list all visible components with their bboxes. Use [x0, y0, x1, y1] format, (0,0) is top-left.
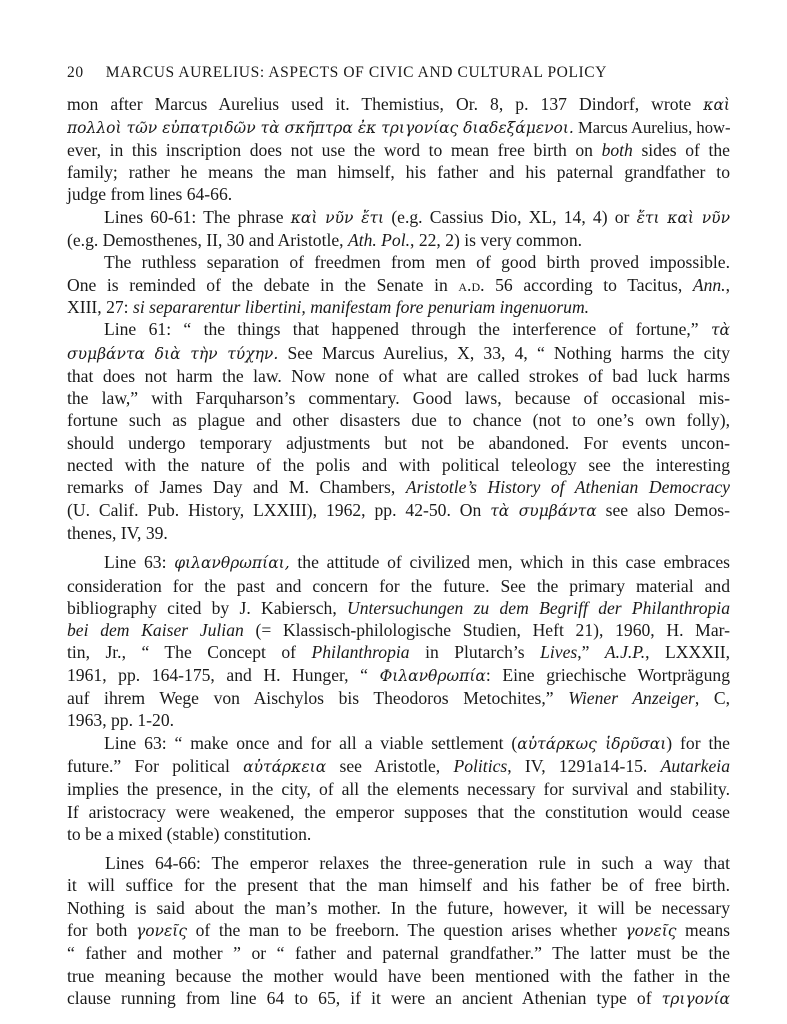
text-line: judge from lines 64-66.: [67, 184, 233, 205]
text-line: 1961, pp. 164-175, and H. Hunger, “ Φιλανθρωπία: Eine griechische Wortprägung: [67, 664, 730, 685]
text-line: Lines 64-66: The emperor relaxes the three-generation rule in such a way that: [105, 853, 730, 874]
text-line: that does not harm the law. Now none of what are called strokes of bad luck harms: [67, 365, 730, 386]
running-header: [67, 62, 730, 84]
text-line: should undergo temporary adjustments but not be abandoned. For events uncon-: [67, 432, 730, 453]
text-line: future.” For political αὐτάρκεια see Aristotle, Politics, IV, 1291a14-15. Autarkeia: [67, 755, 730, 776]
text-line: to be a mixed (stable) constitution.: [67, 823, 312, 844]
text-line: true meaning because the mother would have been mentioned with the father in the: [67, 965, 730, 986]
text-line: bei dem Kaiser Julian (= Klassisch-philologische Studien, Heft 21), 1960, H. Mar-: [67, 620, 731, 641]
paragraph-2: [67, 206, 730, 252]
text-line: remarks of James Day and M. Chambers, Aristotle’s History of Athenian Democracy: [67, 477, 730, 498]
paragraph-6: [67, 732, 730, 845]
text-line: family; rather he means the man himself, his father and his paternal grandfather to: [67, 162, 730, 183]
text-line: nected with the nature of the polis and with political teleology see the interesting: [67, 455, 730, 476]
paragraph-1: [67, 93, 730, 205]
paragraph-4: [67, 318, 730, 544]
page: [67, 62, 730, 1010]
text-line: XIII, 27: si separarentur libertini, manifestam fore penuriam ingenuorum.: [67, 296, 590, 317]
text-line: it will suffice for the present that the man himself and his father be of free birth.: [67, 875, 730, 896]
text-line: Line 63: “ make once and for all a viable settlement (αὐτάρκως ἱδρῦσαι) for the: [104, 732, 730, 753]
text-line: If aristocracy were weakened, the emperor supposes that the constitution would cease: [67, 801, 730, 822]
paragraph-5: [67, 551, 730, 731]
paragraph-7: [67, 852, 730, 1010]
text-line: The ruthless separation of freedmen from men of good birth proved impossible.: [104, 252, 730, 273]
text-line: Lines 60-61: The phrase καὶ νῦν ἔτι (e.g. Cassius Dio, XL, 14, 4) or ἔτι καὶ νῦν: [104, 206, 730, 227]
text-line: the law,” with Farquharson’s commentary. Good laws, because of occasional mis-: [67, 388, 730, 409]
text-line: συμβάντα διὰ τὴν τύχην. See Marcus Aurelius, X, 33, 4, “ Nothing harms the city: [67, 342, 730, 363]
text-line: bibliography cited by J. Kabiersch, Untersuchungen zu dem Begriff der Philanthropia: [67, 597, 730, 618]
text-line: One is reminded of the debate in the Senate in a.d. 56 according to Tacitus, Ann.,: [67, 274, 730, 295]
text-line: “ father and mother ” or “ father and paternal grandfather.” The latter must be the: [67, 943, 730, 964]
text-line: consideration for the past and concern for the future. See the primary material and: [67, 575, 730, 596]
text-line: 1963, pp. 1-20.: [67, 710, 175, 731]
text-line: fortune such as plague and other disasters due to chance (not to one’s own folly),: [67, 410, 730, 431]
paragraph-3: [67, 251, 730, 318]
text-line: for both γονεῖς of the man to be freeborn. The question arises whether γονεῖς means: [67, 919, 730, 940]
page-number: 20: [67, 64, 84, 81]
text-line: Line 63: φιλανθρωπίαι, the attitude of civilized men, which in this case embraces: [104, 552, 730, 573]
text-line: mon after Marcus Aurelius used it. Themistius, Or. 8, p. 137 Dindorf, wrote καὶ: [67, 94, 730, 115]
text-line: auf ihrem Wege von Aischylos bis Theodoros Metochites,” Wiener Anzeiger, C,: [67, 688, 730, 709]
text-line: Line 61: “ the things that happened through the interference of fortune,” τὰ: [104, 319, 730, 340]
running-title: MARCUS AURELIUS: ASPECTS OF CIVIC AND CULTURAL POLICY: [105, 64, 608, 81]
text-line: implies the presence, in the city, of all the elements necessary for survival and stability.: [67, 779, 730, 800]
text-line: Nothing is said about the man’s mother. In the future, however, it will be necessary: [67, 897, 730, 918]
text-line: clause running from line 64 to 65, if it were an ancient Athenian type of τριγονία: [67, 987, 730, 1008]
text-line: ever, in this inscription does not use the word to mean free birth on both sides of the: [67, 139, 730, 160]
text-line: (U. Calif. Pub. History, LXXIII), 1962, pp. 42-50. On τὰ συμβάντα see also Demos-: [67, 499, 730, 520]
text-line: (e.g. Demosthenes, II, 30 and Aristotle, Ath. Pol., 22, 2) is very common.: [67, 230, 583, 251]
text-line: πολλοὶ τῶν εὐπατριδῶν τὰ σκῆπτρα ἐκ τριγονίας διαδεξάμενοι. Marcus Aurelius, how-: [67, 117, 731, 137]
text-line: thenes, IV, 39.: [67, 522, 168, 543]
text-line: tin, Jr., “ The Concept of Philanthropia in Plutarch’s Lives,” A.J.P., LXXXII,: [67, 642, 731, 663]
